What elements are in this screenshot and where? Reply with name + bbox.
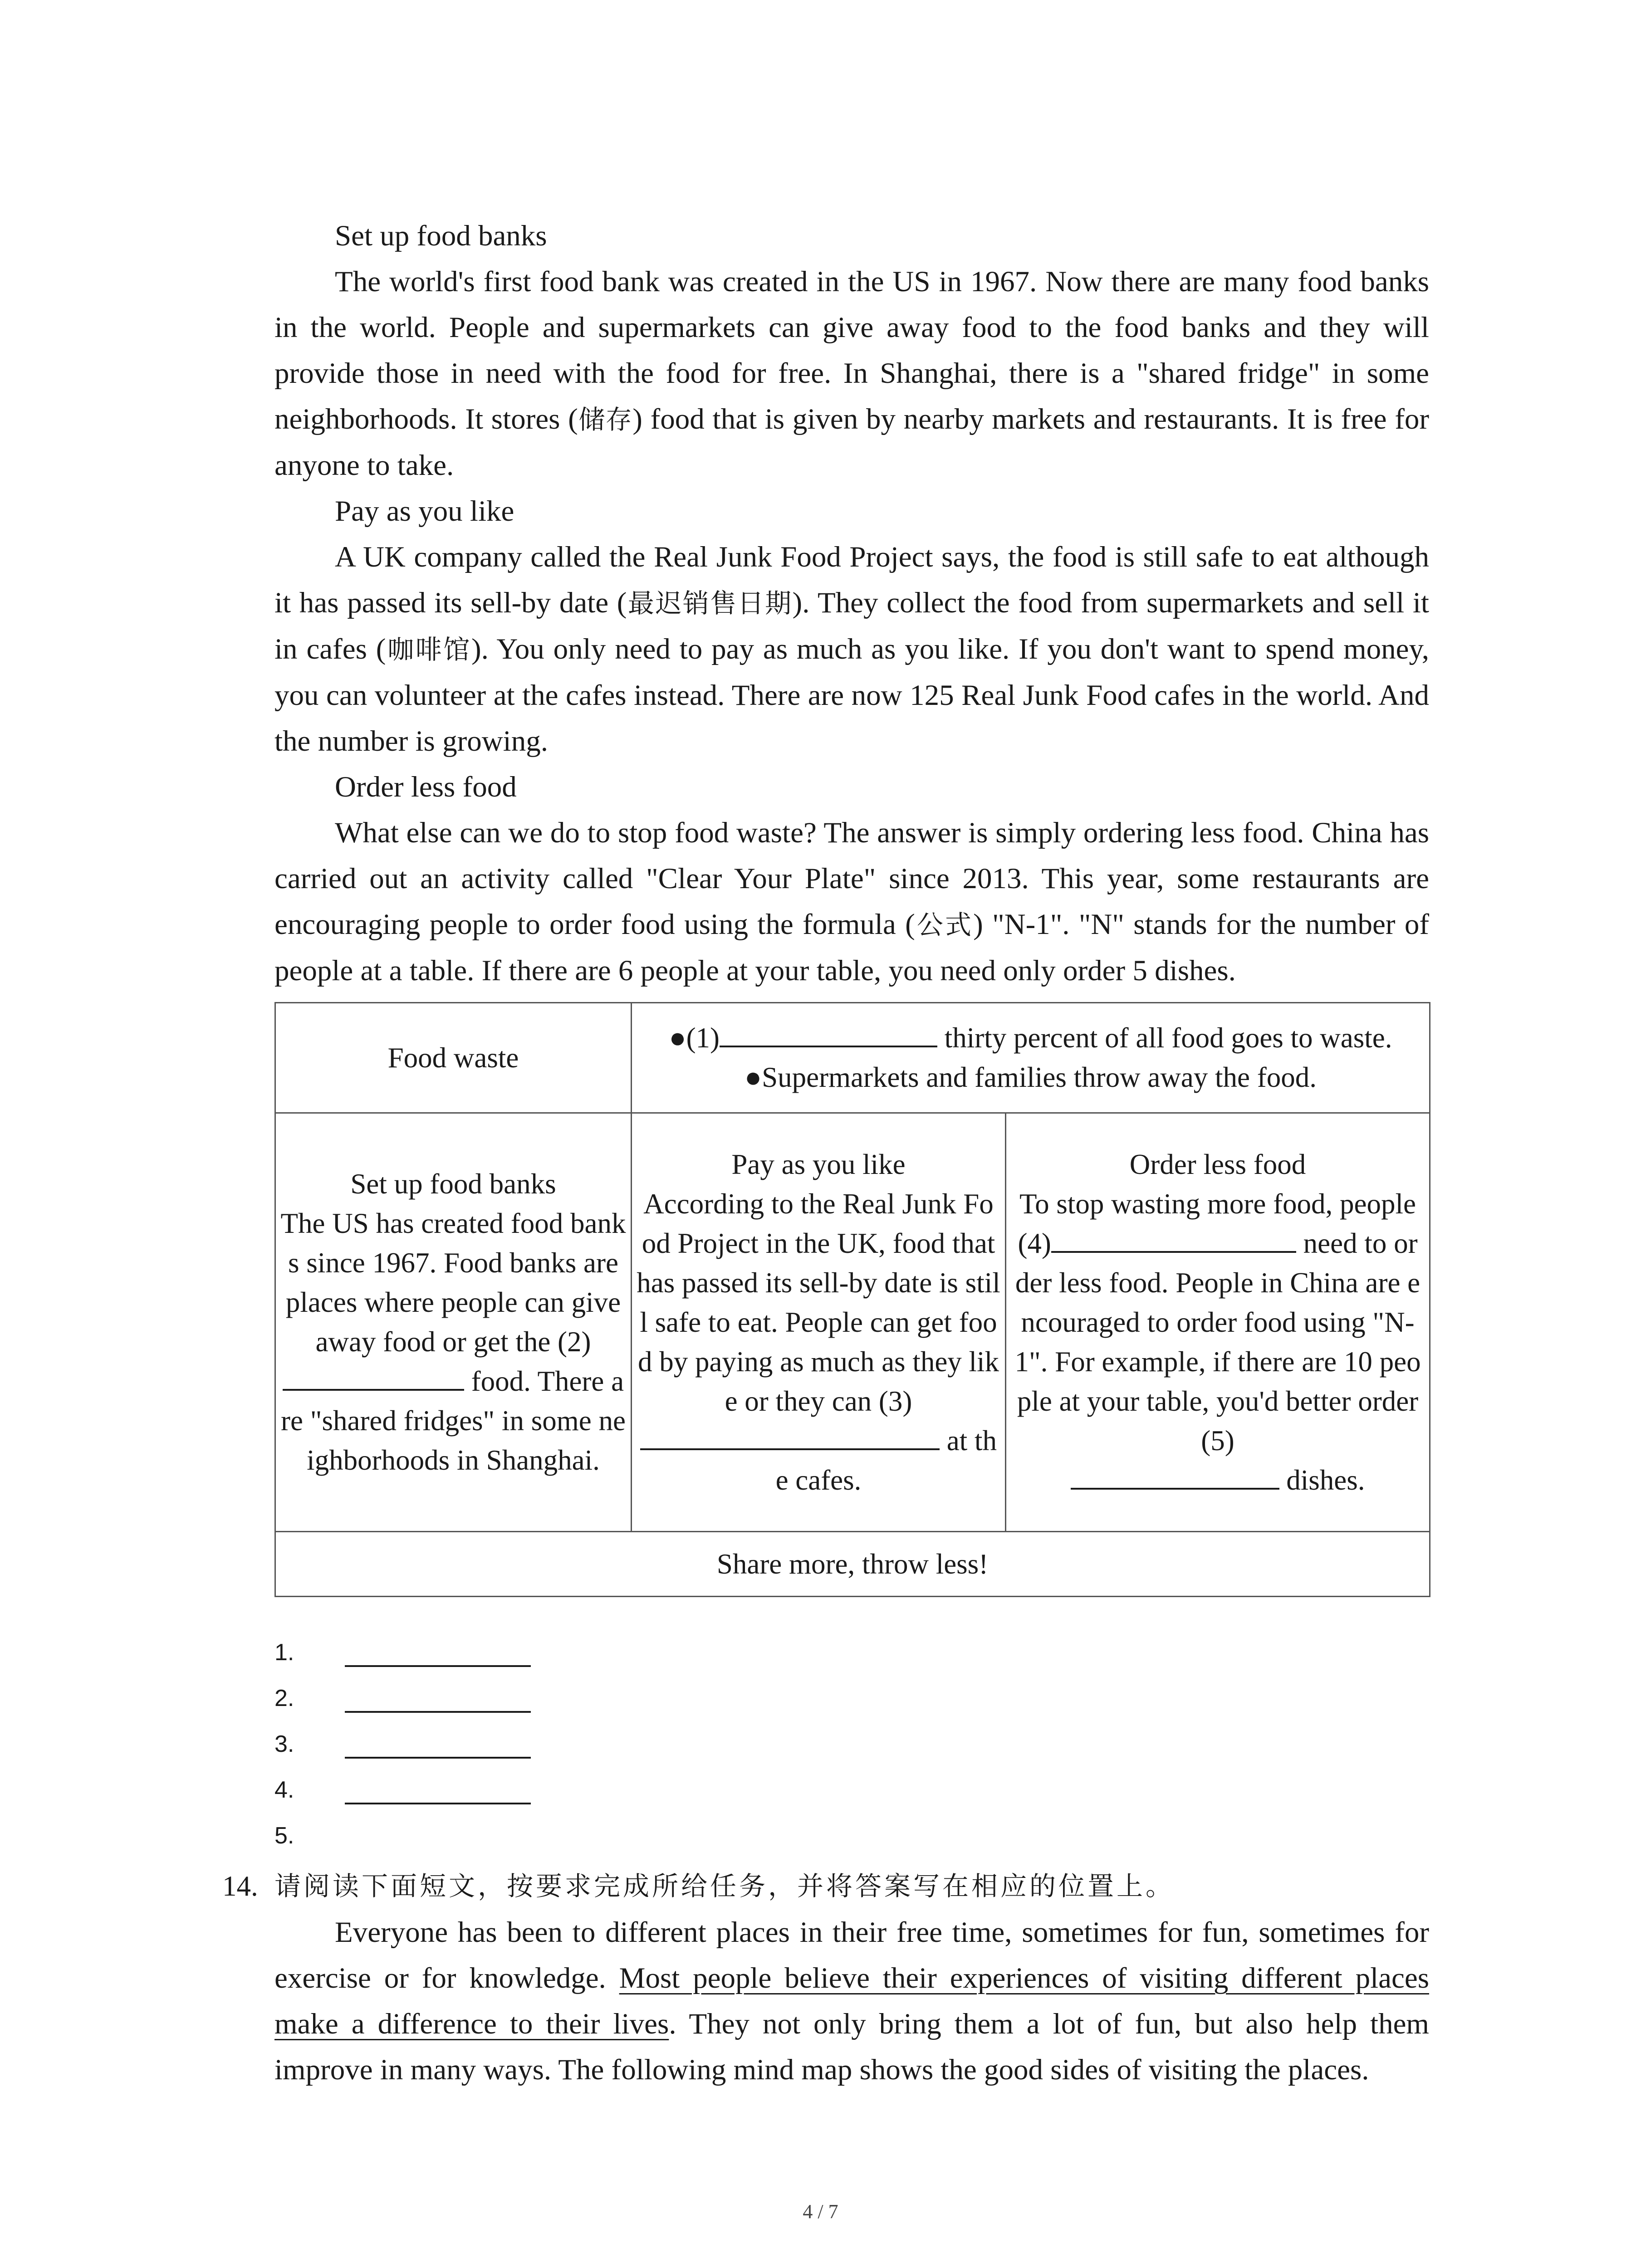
answer-number: 4. xyxy=(274,1777,294,1803)
order-text-b: ) "N-1". "N" stands for the number of people at a table. If there are 6 people at your table, you need only order 5 dishes. xyxy=(274,908,1429,987)
food-banks-paragraph xyxy=(274,259,1429,489)
pay-gloss-1: 最迟销售日期 xyxy=(627,588,793,619)
answer-blank-3[interactable] xyxy=(345,1757,531,1759)
table-row xyxy=(275,1532,1430,1597)
answer-number: 3. xyxy=(274,1731,294,1757)
page-number: 4 / 7 xyxy=(803,2200,838,2223)
answer-line xyxy=(274,1672,637,1718)
food-banks-text-b: ) food that is given by nearby markets and restaurants. It is free for anyone to take. xyxy=(274,403,1429,482)
food-waste-cell xyxy=(632,1003,1430,1113)
food-waste-line-2: ●Supermarkets and families throw away the food. xyxy=(745,1061,1317,1093)
order-cell-text-c: dishes. xyxy=(1279,1464,1365,1496)
food-banks-text-a: The world's first food bank was created in the US in 1967. Now there are many food banks in the world. People and supermarkets can give away food to the food banks and they will provide those in need with the food for free. In Shanghai, there is a "shared fridge" in some neighborhoods. It stores ( xyxy=(274,265,1429,435)
question-instruction: 请阅读下面短文，按要求完成所给任务，并将答案写在相应的位置上。 xyxy=(274,1871,1175,1901)
pay-paragraph xyxy=(274,534,1429,764)
answer-number: 5. xyxy=(274,1823,294,1849)
q14-text-a: Everyone has been to different places in their free time, sometimes for fun, sometimes for exercise or for knowledge. xyxy=(274,1916,1429,1994)
q14-underlined-sentence: Most people believe their experiences of visiting different places make a difference to their lives xyxy=(274,1962,1429,2040)
question-14-passage xyxy=(274,1910,1429,2093)
answer-line xyxy=(274,1626,637,1672)
order-cell-title: Order less food xyxy=(1129,1148,1306,1180)
blank-2[interactable] xyxy=(283,1362,464,1391)
q14-text-b: . They not only bring them a lot of fun, but also help them improve in many ways. The following mind map shows the good sides of visiting the places. xyxy=(274,2008,1429,2086)
order-cell-text-b: need to order less food. People in China are encouraged to order food using "N-1". For example, if there are 10 people at your table, you'd better order (5) xyxy=(1014,1227,1421,1457)
food-banks-heading: Set up food banks xyxy=(335,220,547,252)
food-banks-gloss: 储存 xyxy=(578,404,633,435)
food-waste-line-1 xyxy=(637,1018,1425,1058)
order-heading: Order less food xyxy=(335,771,517,803)
answer-blank-1[interactable] xyxy=(345,1665,531,1667)
answer-number: 1. xyxy=(274,1639,294,1666)
order-cell-text-a: To stop wasting more food, people (4) xyxy=(1018,1188,1416,1259)
pay-cell-title: Pay as you like xyxy=(731,1148,906,1180)
order-gloss: 公式 xyxy=(915,909,974,940)
summary-table xyxy=(274,1002,1430,1597)
pay-gloss-2: 咖啡馆 xyxy=(386,634,471,665)
order-paragraph xyxy=(274,810,1429,994)
food-banks-cell-text-a: The US has created food banks since 1967. Food banks are places where people can give away food or get the (2) xyxy=(280,1207,626,1358)
food-banks-cell-title: Set up food banks xyxy=(350,1168,556,1200)
pay-cell-text-b: at the cafes. xyxy=(775,1424,997,1496)
q14-paragraph xyxy=(274,1910,1429,2093)
answer-line xyxy=(274,1764,637,1809)
pay-heading: Pay as you like xyxy=(335,495,514,528)
table-row xyxy=(275,1003,1430,1113)
blank-3[interactable] xyxy=(640,1421,940,1450)
answer-number: 2. xyxy=(274,1685,294,1711)
table-footer: Share more, throw less! xyxy=(275,1532,1430,1597)
blank-1[interactable] xyxy=(720,1018,937,1047)
pay-text-b: ). They collect the food from supermarkets and sell it in cafes ( xyxy=(274,587,1429,665)
pay-text-c: ). You only need to pay as much as you like. If you don't want to spend money, you can volunteer at the cafes instead. There are now 125 Real Junk Food cafes in the world. And the number is growing. xyxy=(274,633,1430,758)
reading-passage xyxy=(274,213,1429,1597)
food-banks-cell xyxy=(275,1113,632,1532)
table-row xyxy=(275,1113,1430,1532)
blank-4[interactable] xyxy=(1051,1224,1296,1253)
answer-line xyxy=(274,1809,637,1855)
food-waste-label: Food waste xyxy=(275,1003,632,1113)
pay-text-a: A UK company called the Real Junk Food Project says, the food is still safe to eat although it has passed its sell-by date ( xyxy=(274,541,1429,619)
food-banks-cell-text-b: food. There are "shared fridges" in some neighborhoods in Shanghai. xyxy=(281,1365,626,1476)
order-cell xyxy=(1006,1113,1430,1532)
blank-1-label: ●(1) xyxy=(669,1022,720,1054)
answer-line xyxy=(274,1718,637,1764)
blank-5[interactable] xyxy=(1071,1461,1279,1490)
pay-cell xyxy=(632,1113,1006,1532)
food-waste-line-1-text: thirty percent of all food goes to waste. xyxy=(937,1022,1392,1054)
answer-lines xyxy=(274,1626,637,1855)
pay-cell-text-a: According to the Real Junk Food Project in the UK, food that has passed its sell-by date is still safe to eat. People can get food by paying as much as they like or they can (3) xyxy=(637,1188,1000,1417)
answer-blank-4[interactable] xyxy=(345,1803,531,1804)
question-number: 14. xyxy=(222,1870,258,1902)
order-text-a: What else can we do to stop food waste? The answer is simply ordering less food. China has carried out an activity called "Clear Your Plate" since 2013. This year, some restaurants are encouraging people to order food using the formula ( xyxy=(274,816,1429,941)
answer-blank-2[interactable] xyxy=(345,1711,531,1713)
